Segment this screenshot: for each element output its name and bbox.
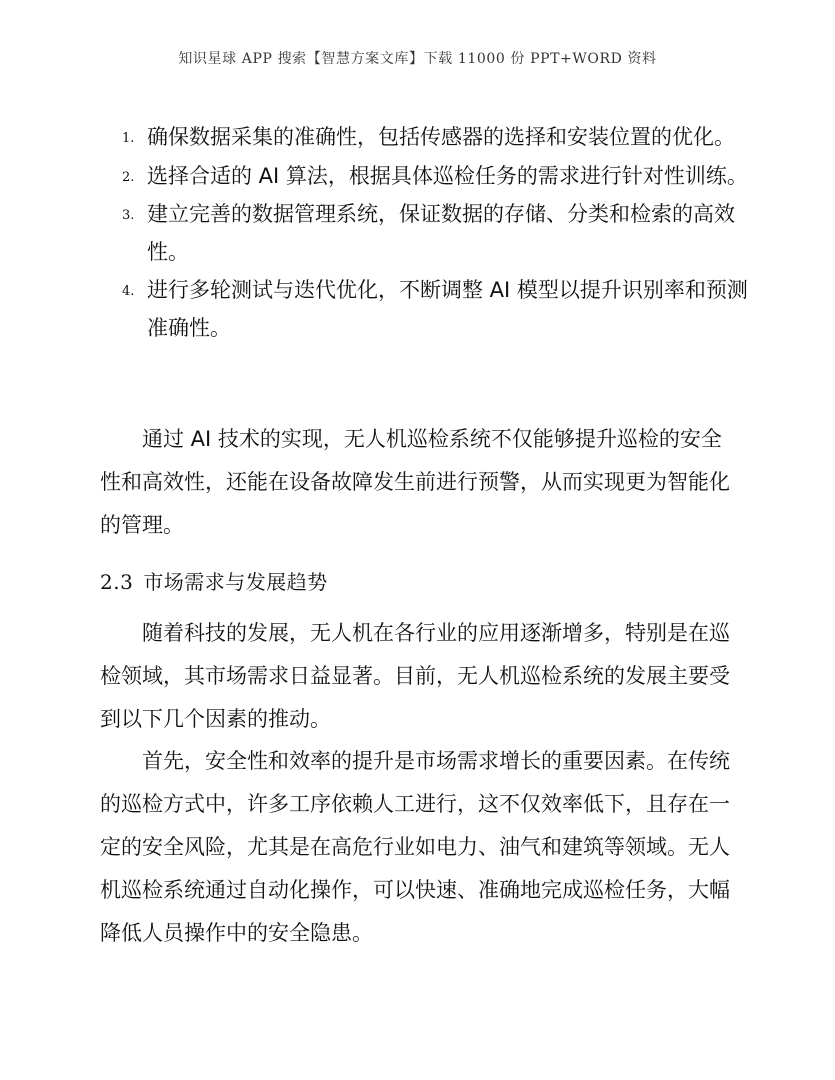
list-item-number: 4. bbox=[122, 284, 135, 299]
list-item-number: 3. bbox=[122, 208, 135, 223]
section-title: 市场需求与发展趋势 bbox=[143, 570, 328, 594]
market-intro-paragraph: 随着科技的发展，无人机在各行业的应用逐渐增多，特别是在巡检领域，其市场需求日益显著。目前，无人机巡检系统的发展主要受到以下几个因素的推动。 bbox=[100, 621, 730, 731]
list-item bbox=[100, 158, 760, 196]
section-heading bbox=[100, 566, 328, 595]
page-header: 知识星球 APP 搜索【智慧方案文库】下载 11000 份 PPT+WORD 资料 bbox=[178, 51, 657, 67]
requirements-list bbox=[100, 119, 760, 348]
list-item-text: 进行多轮测试与迭代优化，不断调整 AI 模型以提升识别率和预测准确性。 bbox=[147, 278, 748, 340]
safety-efficiency-paragraph: 首先，安全性和效率的提升是市场需求增长的重要因素。在传统的巡检方式中，许多工序依赖人工进行，这不仅效率低下，且存在一定的安全风险，尤其是在高危行业如电力、油气和建筑等领域。无人机巡检系统通过自动化操作，可以快速、准确地完成巡检任务，大幅降低人员操作中的安全隐患。 bbox=[100, 749, 730, 945]
section-number: 2.3 bbox=[100, 570, 134, 594]
list-item bbox=[100, 119, 760, 157]
list-item-text: 建立完善的数据管理系统，保证数据的存储、分类和检索的高效性。 bbox=[147, 202, 735, 264]
list-item bbox=[100, 272, 760, 347]
list-item bbox=[100, 196, 760, 271]
list-item-number: 1. bbox=[122, 131, 135, 146]
list-item-number: 2. bbox=[122, 169, 135, 185]
ai-summary-paragraph: 通过 AI 技术的实现，无人机巡检系统不仅能够提升巡检的安全性和高效性，还能在设备故障发生前进行预警，从而实现更为智能化的管理。 bbox=[100, 427, 730, 537]
list-item-text: 选择合适的 AI 算法，根据具体巡检任务的需求进行针对性训练。 bbox=[147, 163, 748, 188]
list-item-text: 确保数据采集的准确性，包括传感器的选择和安装位置的优化。 bbox=[147, 125, 735, 149]
